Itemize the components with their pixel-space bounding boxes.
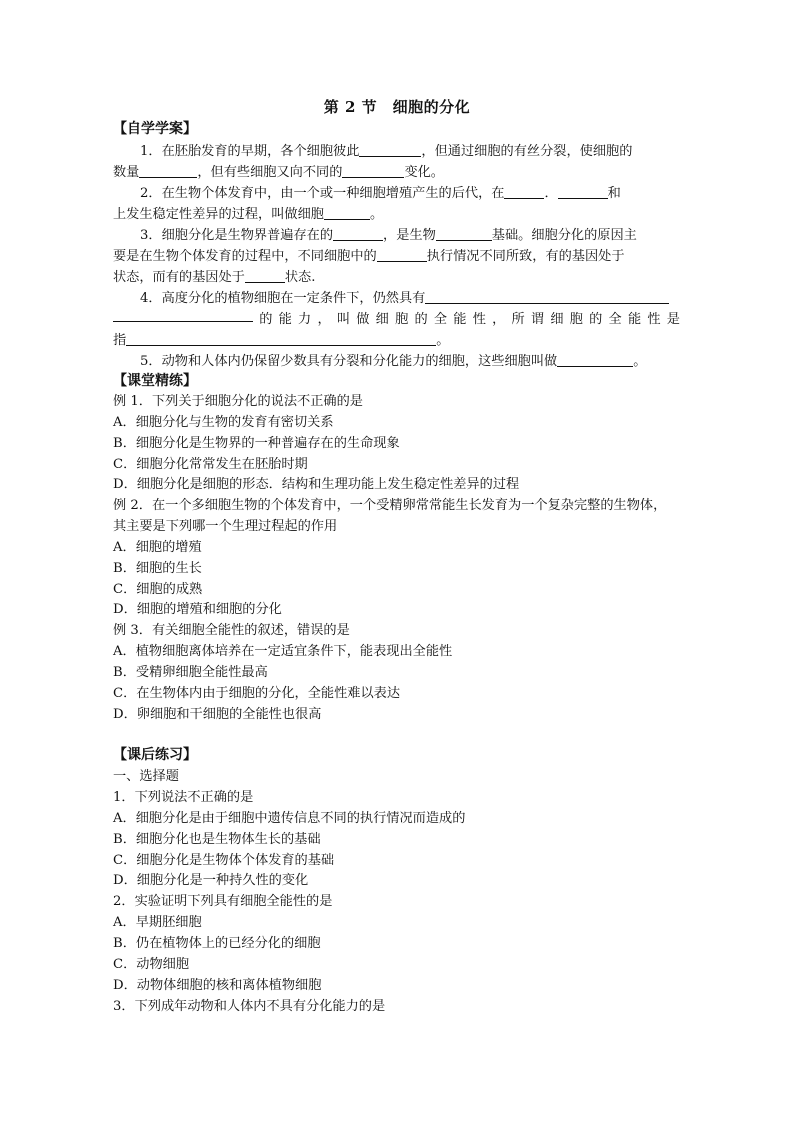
blank — [245, 269, 285, 283]
question-4-line-2: 的 能 力 ， 叫 做 细 胞 的 全 能 性 ， 所 谓 细 胞 的 全 能 性 是 — [113, 308, 680, 327]
homework-q3: 3．下列成年动物和人体内不具有分化能力的是 — [113, 999, 386, 1014]
homework-q1-option-d: D．细胞分化是一种持久性的变化 — [113, 873, 309, 888]
page-title: 第 2 节 细胞的分化 — [323, 98, 471, 116]
blank — [324, 206, 370, 220]
question-3-line-1: 3．细胞分化是生物界普遍存在的 ，是生物 基础。细胞分化的原因主 — [140, 228, 637, 243]
question-1-line-2: 数量 ，但有些细胞又向不同的 变化。 — [113, 165, 444, 180]
question-3-line-2: 要是在生物个体发育的过程中，不同细胞中的 执行情况不同所致，有的基因处于 — [113, 249, 625, 264]
example-1-option-c: C．细胞分化常常发生在胚胎时期 — [113, 457, 308, 472]
blank — [425, 290, 669, 304]
homework-q1-option-c: C．细胞分化是生物体个体发育的基础 — [113, 853, 335, 868]
question-2-line-2: 上发生稳定性差异的过程，叫做细胞 。 — [113, 207, 384, 222]
blank — [139, 164, 197, 178]
blank — [359, 143, 421, 157]
blank — [557, 353, 633, 367]
homework-q2: 2．实验证明下列具有细胞全能性的是 — [113, 894, 333, 909]
blank — [126, 332, 436, 346]
question-4-line-1: 4．高度分化的植物细胞在一定条件下，仍然具有 — [140, 287, 669, 306]
example-2-option-b: B．细胞的生长 — [113, 561, 202, 576]
blank — [113, 308, 253, 322]
blank — [342, 164, 404, 178]
example-2-option-d: D．细胞的增殖和细胞的分化 — [113, 602, 282, 617]
homework-q1-option-b: B．细胞分化也是生物体生长的基础 — [113, 832, 321, 847]
example-2-option-c: C．细胞的成熟 — [113, 582, 203, 597]
blank — [436, 227, 492, 241]
example-1-option-d: D．细胞分化是细胞的形态．结构和生理功能上发生稳定性差异的过程 — [113, 477, 520, 492]
homework-q2-option-d: D．动物体细胞的核和离体植物细胞 — [113, 978, 322, 993]
homework-q1: 1．下列说法不正确的是 — [113, 790, 254, 805]
blank — [504, 185, 544, 199]
section-header-self-study: 【自学学案】 — [113, 121, 197, 137]
example-1-option-a: A．细胞分化与生物的发育有密切关系 — [113, 415, 334, 430]
homework-q2-option-c: C．动物细胞 — [113, 957, 190, 972]
example-3-option-b: B．受精卵细胞全能性最高 — [113, 665, 268, 680]
example-3-option-d: D．卵细胞和干细胞的全能性也很高 — [113, 707, 322, 722]
example-3-question: 例 3．有关细胞全能性的叙述，错误的是 — [113, 623, 350, 638]
blank — [377, 248, 427, 262]
section-header-class-practice: 【课堂精练】 — [113, 373, 197, 389]
section-header-homework: 【课后练习】 — [113, 747, 197, 763]
example-1-option-b: B．细胞分化是生物界的一种普遍存在的生命现象 — [113, 436, 400, 451]
example-1-question: 例 1．下列关于细胞分化的说法不正确的是 — [113, 394, 363, 409]
example-2-option-a: A．细胞的增殖 — [113, 540, 202, 555]
homework-subtitle: 一、选择题 — [113, 769, 179, 784]
question-3-line-3: 状态，而有的基因处于 状态. — [113, 270, 316, 285]
example-2-question: 例 2．在一个多细胞生物的个体发育中，一个受精卵常常能生长发育为一个复杂完整的生物体， — [113, 498, 667, 513]
homework-q2-option-b: B．仍在植物体上的已经分化的细胞 — [113, 936, 321, 951]
blank — [558, 185, 608, 199]
blank — [333, 227, 383, 241]
question-5: 5．动物和人体内仍保留少数具有分裂和分化能力的细胞，这些细胞叫做 。 — [140, 354, 647, 369]
example-2-question-cont: 其主要是下列哪一个生理过程起的作用 — [113, 519, 338, 534]
example-3-option-c: C．在生物体内由于细胞的分化，全能性难以表达 — [113, 686, 401, 701]
example-3-option-a: A．植物细胞离体培养在一定适宜条件下，能表现出全能性 — [113, 644, 453, 659]
homework-q2-option-a: A．早期胚细胞 — [113, 915, 202, 930]
question-4-line-3: 指 。 — [113, 333, 450, 348]
question-2-line-1: 2．在生物个体发育中，由一个或一种细胞增殖产生的后代，在 ． 和 — [140, 186, 621, 201]
question-1-line-1: 1．在胚胎发育的早期，各个细胞彼此 ，但通过细胞的有丝分裂，使细胞的 — [140, 144, 633, 159]
homework-q1-option-a: A．细胞分化是由于细胞中遗传信息不同的执行情况而造成的 — [113, 811, 466, 826]
